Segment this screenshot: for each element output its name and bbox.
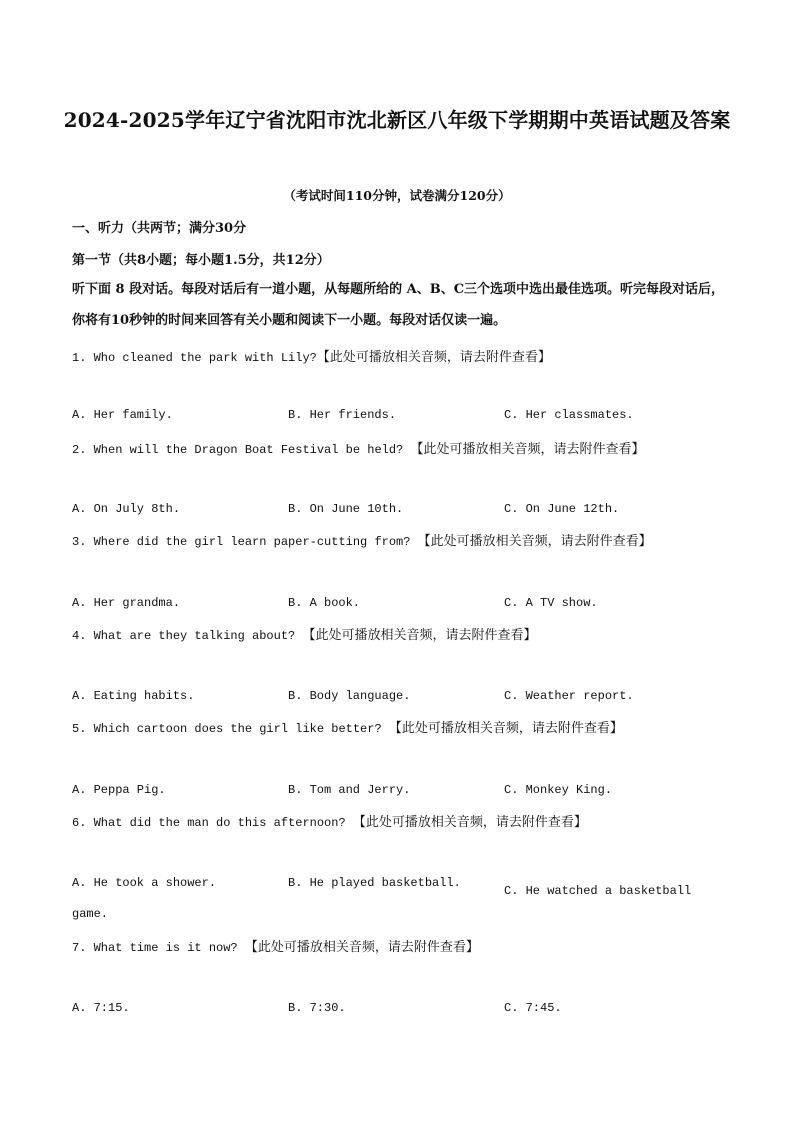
question-2 [72,438,644,457]
audio-note: 【此处可播放相关音频，请去附件查看】 [410,442,645,457]
option-c: C. A TV show. [504,596,598,610]
option-a: A. 7:15. [72,1001,130,1015]
option-a: A. Peppa Pig. [72,783,166,797]
audio-note: 【此处可播放相关音频，请去附件查看】 [417,534,652,549]
question-text: 1. Who cleaned the park with Lily? [72,351,317,365]
option-c: C. Her classmates. [504,408,634,422]
section-heading: 第一节（共8小题；每小题1.5分，共12分） [72,253,330,268]
question-5 [72,717,623,736]
option-b: B. Her friends. [288,408,397,422]
option-b: B. Body language. [288,689,411,703]
option-c-continuation: game. [72,907,109,921]
option-a: A. On July 8th. [72,502,181,516]
question-text: 6. What did the man do this afternoon? [72,816,346,830]
audio-note: 【此处可播放相关音频，请去附件查看】 [244,940,479,955]
option-c: C. Weather report. [504,689,634,703]
option-a: A. Her grandma. [72,596,181,610]
option-c: C. On June 12th. [504,502,620,516]
exam-info: （考试时间110分钟，试卷满分120分） [283,188,511,203]
option-c: C. He watched a basketball [504,884,692,898]
option-b: B. On June 10th. [288,502,404,516]
part-heading: 一、听力（共两节；满分30分 [72,221,247,236]
question-text: 5. Which cartoon does the girl like better? [72,722,382,736]
option-b: B. 7:30. [288,1001,346,1015]
instructions: 听下面 8 段对话。每段对话后有一道小题，从每题所给的 A、B、C三个选项中选出最佳选项。听完每段对话后，你将有10秒钟的时间来回答有关小题和阅读下一小题。每段对话仅读一遍。 [72,282,725,328]
option-b: B. A book. [288,596,361,610]
question-4 [72,624,536,643]
option-c: C. 7:45. [504,1001,562,1015]
question-7 [72,936,479,955]
question-6 [72,811,587,830]
audio-note: 【此处可播放相关音频，请去附件查看】 [302,628,537,643]
audio-note: 【此处可播放相关音频，请去附件查看】 [388,721,623,736]
option-a: A. Her family. [72,408,173,422]
question-text: 4. What are they talking about? [72,629,296,643]
question-1 [72,346,551,365]
option-c-wrapped [504,876,704,907]
audio-note: 【此处可播放相关音频，请去附件查看】 [316,350,551,365]
question-text: 2. When will the Dragon Boat Festival be held? [72,443,404,457]
question-text: 3. Where did the girl learn paper-cutting from? [72,535,411,549]
option-b: B. He played basketball. [288,876,461,890]
option-c: C. Monkey King. [504,783,613,797]
question-text: 7. What time is it now? [72,941,238,955]
option-a: A. He took a shower. [72,876,217,890]
option-a: A. Eating habits. [72,689,195,703]
option-b: B. Tom and Jerry. [288,783,411,797]
question-3 [72,530,652,549]
page-title: 2024-2025学年辽宁省沈阳市沈北新区八年级下学期期中英语试题及答案 [63,108,731,132]
audio-note: 【此处可播放相关音频，请去附件查看】 [352,815,587,830]
